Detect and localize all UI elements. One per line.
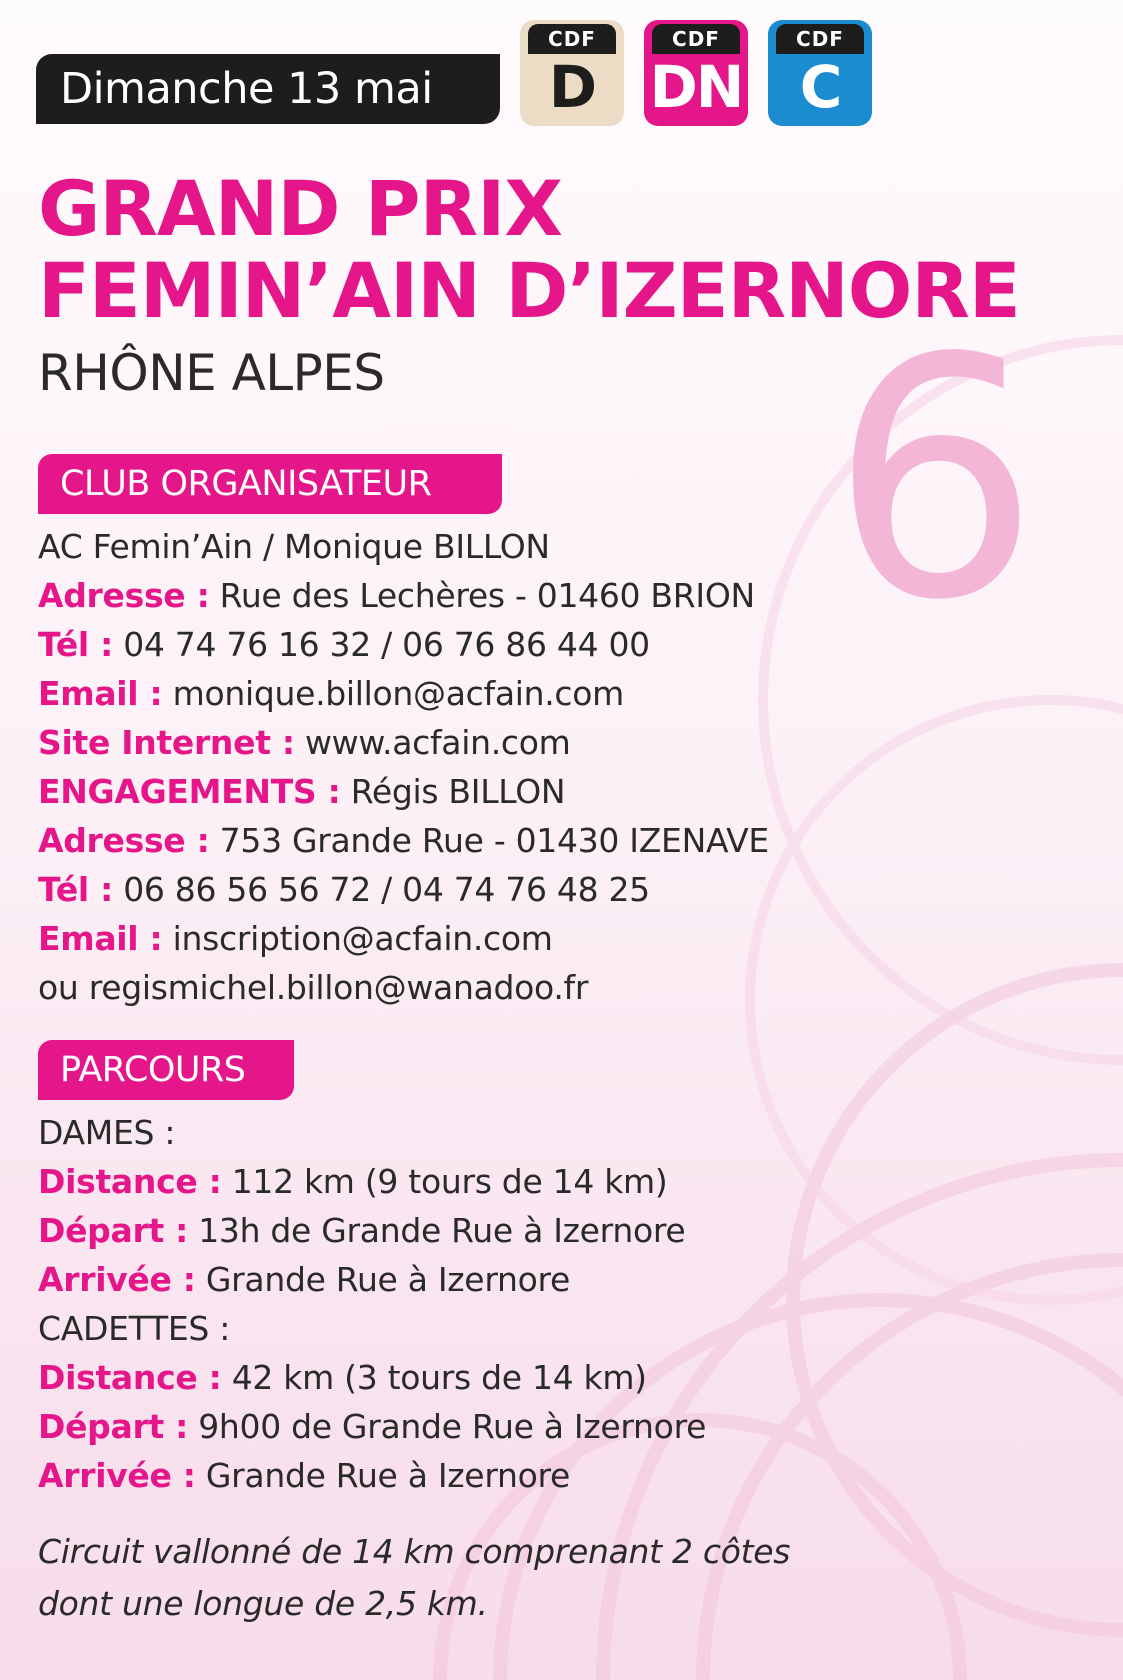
badge-cdf-label: CDF (652, 24, 740, 54)
email-label: Email : (38, 674, 163, 713)
email-link[interactable]: inscription@acfain.com (172, 919, 553, 958)
depart-label: Départ : (38, 1407, 188, 1446)
note-line-2: dont une longue de 2,5 km. (38, 1584, 488, 1623)
parcours-info (38, 1108, 1098, 1500)
note-line-1: Circuit vallonné de 14 km comprenant 2 côtes (38, 1532, 791, 1571)
distance-label: Distance : (38, 1358, 222, 1397)
address-value: 753 Grande Rue - 01430 IZENAVE (219, 821, 769, 860)
cadettes-depart-row (38, 1402, 1098, 1451)
address-label: Adresse : (38, 821, 210, 860)
engagements-label: ENGAGEMENTS : (38, 772, 341, 811)
engagements-row (38, 767, 1098, 816)
club-heading: CLUB ORGANISATEUR (38, 454, 502, 514)
engagements-value: Régis BILLON (350, 772, 566, 811)
event-number: 6 (830, 288, 1040, 672)
address-value: Rue des Lechères - 01460 BRION (219, 576, 755, 615)
badge-cdf-label: CDF (528, 24, 616, 54)
club-email-row (38, 669, 1098, 718)
badge-cdf-label: CDF (776, 24, 864, 54)
club-address-row (38, 571, 1098, 620)
engagements-email-row (38, 914, 1098, 963)
region: RHÔNE ALPES (38, 344, 385, 402)
depart-label: Départ : (38, 1211, 188, 1250)
circuit-note (38, 1526, 938, 1630)
tel-label: Tél : (38, 870, 114, 909)
engagements-email-alt-row (38, 963, 1098, 1012)
arrivee-label: Arrivée : (38, 1260, 196, 1299)
site-link[interactable]: www.acfain.com (304, 723, 571, 762)
tel-label: Tél : (38, 625, 114, 664)
dames-depart-row (38, 1206, 1098, 1255)
badge-cdf-d (520, 20, 624, 126)
distance-value: 42 km (3 tours de 14 km) (231, 1358, 647, 1397)
depart-value: 13h de Grande Rue à Izernore (198, 1211, 686, 1250)
distance-value: 112 km (9 tours de 14 km) (231, 1162, 668, 1201)
email-alt-link[interactable]: ou regismichel.billon@wanadoo.fr (38, 968, 589, 1007)
engagements-address-row (38, 816, 1098, 865)
tel-value: 04 74 76 16 32 / 06 76 86 44 00 (123, 625, 650, 664)
event-date: Dimanche 13 mai (36, 54, 500, 124)
title-line-2: FEMIN’AIN D’IZERNORE (38, 246, 1020, 335)
depart-value: 9h00 de Grande Rue à Izernore (198, 1407, 707, 1446)
dames-title: DAMES : (38, 1113, 176, 1152)
club-name: AC Femin’Ain / Monique BILLON (38, 527, 550, 566)
club-info (38, 522, 1098, 1012)
badge-cdf-c (768, 20, 872, 126)
badge-cdf-dn (644, 20, 748, 126)
club-site-row (38, 718, 1098, 767)
badge-code: DN (649, 53, 743, 121)
dames-arrivee-row (38, 1255, 1098, 1304)
tel-value: 06 86 56 56 72 / 04 74 76 48 25 (123, 870, 650, 909)
cadettes-arrivee-row (38, 1451, 1098, 1500)
title-line-1: GRAND PRIX (38, 164, 562, 253)
club-tel-row (38, 620, 1098, 669)
badge-code: D (548, 53, 596, 121)
cadettes-distance-row (38, 1353, 1098, 1402)
parcours-heading: PARCOURS (38, 1040, 294, 1100)
arrivee-label: Arrivée : (38, 1456, 196, 1495)
cadettes-title: CADETTES : (38, 1309, 231, 1348)
distance-label: Distance : (38, 1162, 222, 1201)
dames-distance-row (38, 1157, 1098, 1206)
engagements-tel-row (38, 865, 1098, 914)
email-link[interactable]: monique.billon@acfain.com (172, 674, 624, 713)
arrivee-value: Grande Rue à Izernore (205, 1260, 571, 1299)
email-label: Email : (38, 919, 163, 958)
address-label: Adresse : (38, 576, 210, 615)
arrivee-value: Grande Rue à Izernore (205, 1456, 571, 1495)
site-label: Site Internet : (38, 723, 295, 762)
badge-code: C (799, 53, 841, 121)
